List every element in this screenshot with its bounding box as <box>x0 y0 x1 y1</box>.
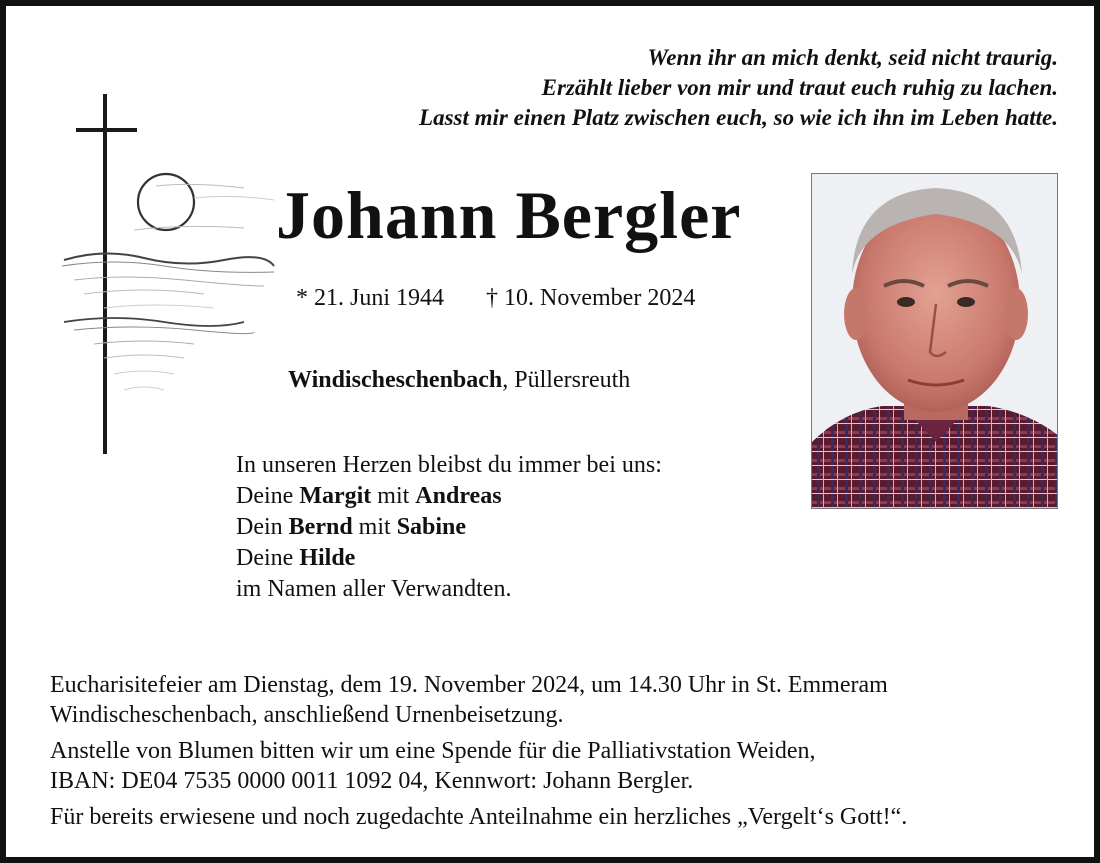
service-line-2: Windischeschenbach, anschließend Urnenbeisetzung. <box>50 702 564 728</box>
residence <box>288 367 630 394</box>
memorial-quote <box>419 43 1058 133</box>
birth-date: * 21. Juni 1944 <box>296 285 445 311</box>
service-line-1: Eucharisitefeier am Dienstag, dem 19. November 2024, um 14.30 Uhr in St. Emmeram <box>50 672 888 698</box>
donation-line-1: Anstelle von Blumen bitten wir um eine Spende für die Palliativstation Weiden, <box>50 738 816 764</box>
mourner-prefix: Dein <box>236 514 289 540</box>
mourner-line-1 <box>236 481 662 512</box>
mourners <box>236 450 662 605</box>
mourner-name: Margit <box>299 483 372 509</box>
mourner-prefix: Deine <box>236 483 300 509</box>
mourner-conjunction: mit <box>352 514 397 540</box>
life-dates <box>296 285 695 312</box>
mourner-name: Andreas <box>415 483 502 509</box>
mourner-line-3 <box>236 543 662 574</box>
mourner-name: Hilde <box>299 545 356 571</box>
mourners-intro: In unseren Herzen bleibst du immer bei uns: <box>236 452 662 478</box>
thanks-line: Für bereits erwiesene und noch zugedachte Anteilnahme ein herzliches „Vergelt‘s Gott!“. <box>50 804 908 830</box>
mourner-conjunction: mit <box>371 483 416 509</box>
service-details <box>50 670 1070 832</box>
mourner-name: Sabine <box>396 514 467 540</box>
quote-line-3: Lasst mir einen Platz zwischen euch, so wie ich ihn im Leben hatte. <box>419 105 1058 130</box>
sun-illustration <box>138 174 194 230</box>
cross-icon <box>76 94 137 454</box>
death-date: † 10. November 2024 <box>486 285 696 311</box>
quote-line-2: Erzählt lieber von mir und traut euch ruhig zu lachen. <box>541 75 1058 100</box>
mourner-line-2 <box>236 512 662 543</box>
mourners-closing: im Namen aller Verwandten. <box>236 576 512 602</box>
landscape-sketch <box>62 184 274 390</box>
cross-landscape-illustration <box>44 90 284 460</box>
deceased-name: Johann Bergler <box>276 177 742 253</box>
mourner-name: Bernd <box>288 514 353 540</box>
portrait-photo <box>811 173 1058 509</box>
donation-line-2: IBAN: DE04 7535 0000 0011 1092 04, Kennwort: Johann Bergler. <box>50 768 694 794</box>
residence-town: Windischeschenbach <box>288 367 503 393</box>
mourner-prefix: Deine <box>236 545 300 571</box>
residence-village: , Püllersreuth <box>502 367 631 393</box>
quote-line-1: Wenn ihr an mich denkt, seid nicht traurig. <box>647 45 1058 70</box>
portrait-illustration <box>812 174 1058 509</box>
